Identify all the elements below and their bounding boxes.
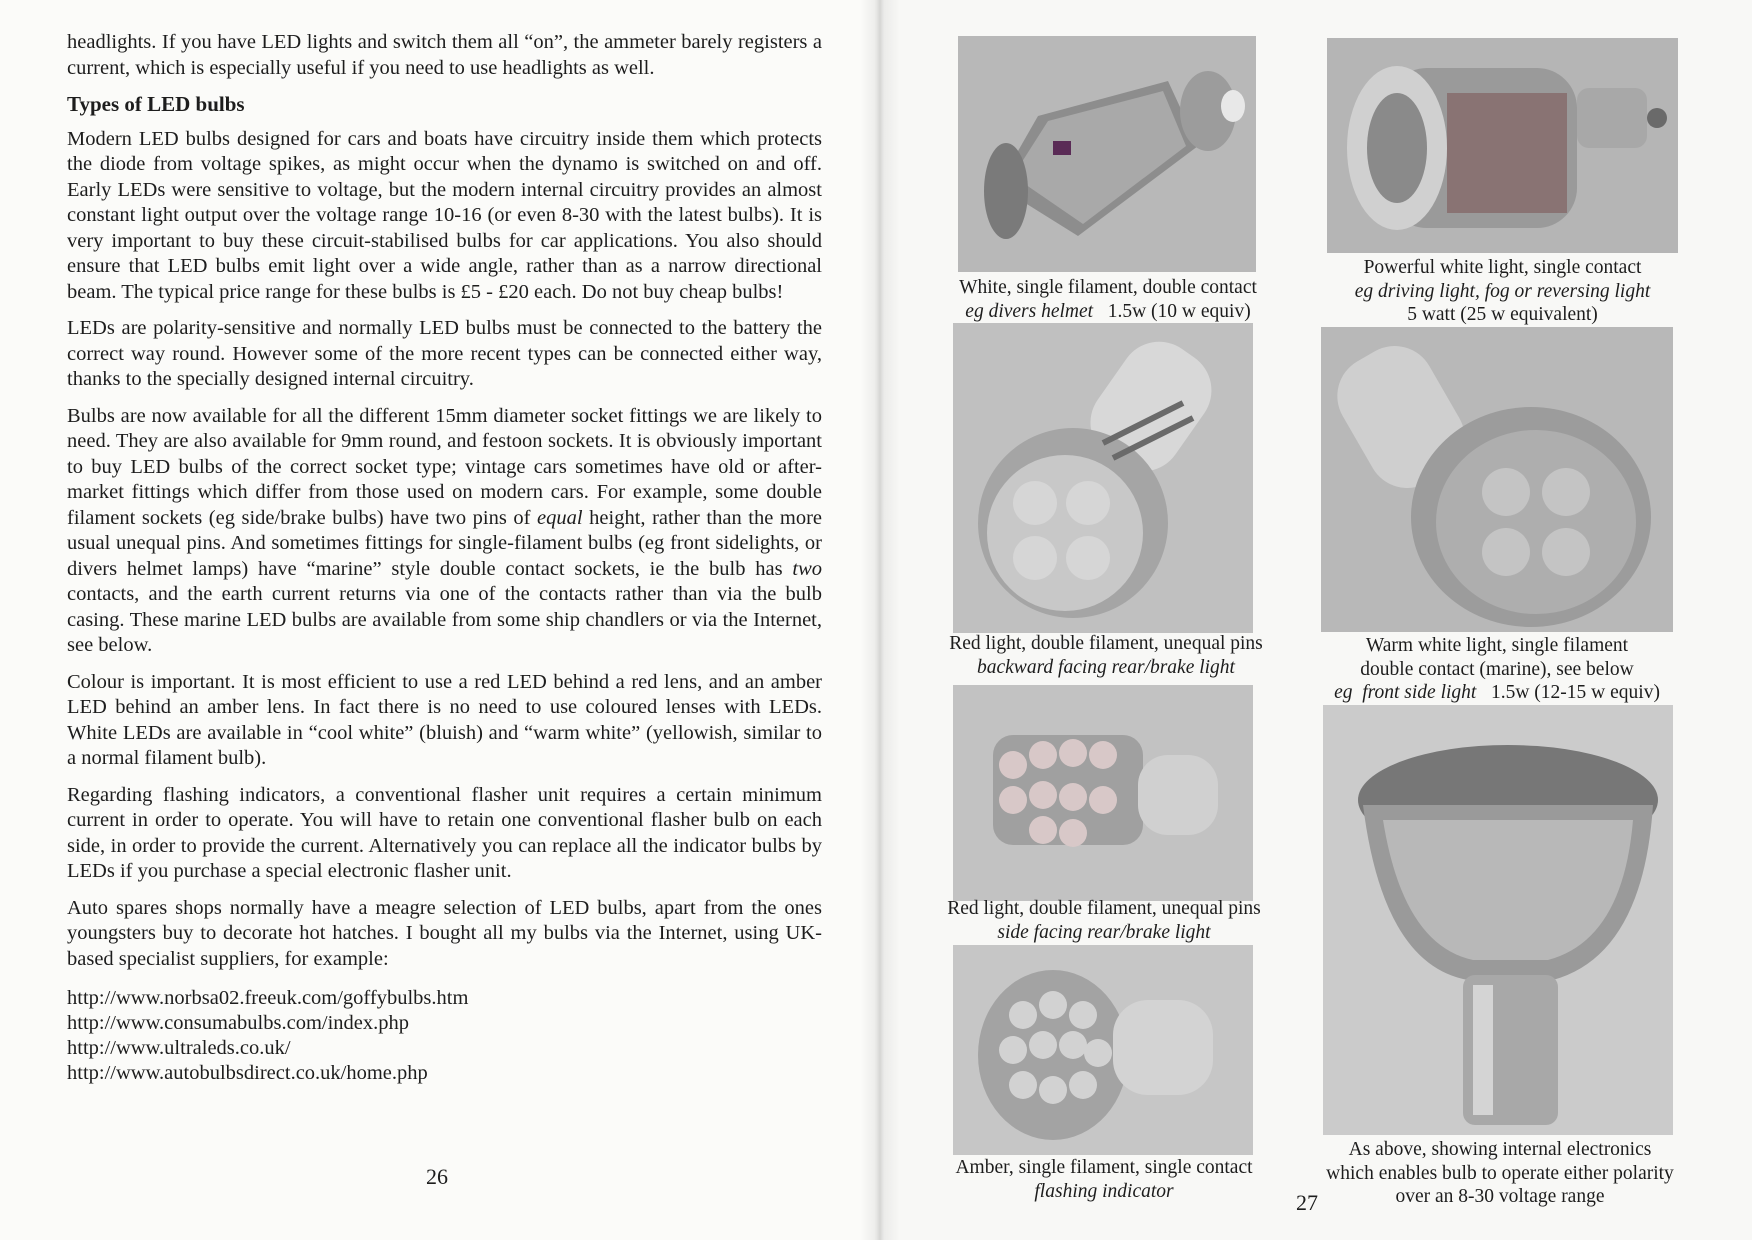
page-number-left: 26 [426,1164,448,1189]
paragraph-sockets [67,404,822,659]
caption-italic: eg divers helmet [965,300,1094,322]
photo-powerful-white-bulb [1327,38,1678,253]
caption-line: 1.5w (12-15 w equiv) [1476,682,1660,703]
page-number-right: 27 [1296,1190,1318,1215]
caption-photo-3 [945,632,1267,679]
book-gutter [860,0,900,1240]
supplier-link[interactable]: http://www.norbsa02.freeuk.com/goffybulbs.htm [67,987,469,1009]
caption-italic: backward facing rear/brake light [977,656,1235,678]
caption-italic: eg driving light, fog or reversing light [1354,280,1651,302]
sockets-text-b: height, rather than the more usual unequal pins. And sometimes fittings for single-filament bulbs (eg front sidelights, or divers helmet lamps) have “marine” style double contact sockets, ie the bulb has [67,506,822,580]
caption-line: 5 watt (25 w equivalent) [1407,304,1598,325]
caption-line: Red light, double filament, unequal pins [949,633,1263,654]
supplier-link[interactable]: http://www.autobulbsdirect.co.uk/home.php [67,1062,428,1084]
caption-line: which enables bulb to operate either polarity [1326,1162,1674,1184]
caption-photo-6 [1295,1138,1705,1209]
caption-line: 1.5w (10 w equiv) [1093,300,1251,322]
caption-line: As above, showing internal electronics [1348,1139,1652,1160]
caption-line: Powerful white light, single contact [1363,257,1642,278]
caption-photo-7 [949,1156,1259,1203]
caption-photo-1 [955,276,1261,323]
caption-line: double contact (marine), see below [1360,658,1634,680]
paragraph-flashers: Regarding flashing indicators, a conventional flasher unit requires a certain minimum current in order to operate. You will have to retain one conventional flasher bulb on each side, in order to provide the current. Alternatively you can replace all the indicator bulbs by LEDs if you purchase a special electronic flasher unit. [67,783,822,882]
photo-white-divers-helmet-bulb [958,36,1256,272]
caption-italic: flashing indicator [1034,1180,1174,1202]
caption-photo-2 [1315,256,1690,327]
caption-line: Red light, double filament, unequal pins [947,898,1261,919]
paragraph-colour: Colour is important. It is most efficient to use a red LED behind a red lens, and an amber LED behind an amber lens. In fact there is no need to use coloured lenses with LEDs. White LEDs are available in “cool white” (bluish) and “warm white” (yellowish, similar to a normal filament bulb). [67,670,822,769]
left-page [0,0,875,1240]
section-heading: Types of LED bulbs [67,92,245,116]
caption-photo-4 [1305,634,1689,705]
sockets-text-c: contacts, and the earth current returns via one of the contacts rather than via the bulb casing. These marine LED bulbs are available from some ship chandlers or via the Internet, see below. [67,583,822,656]
caption-italic: eg front side light [1334,682,1477,703]
caption-photo-5 [941,897,1267,944]
photo-red-side-facing-bulb [953,685,1253,901]
supplier-link[interactable]: http://www.consumabulbs.com/index.php [67,1012,410,1034]
sockets-emphasis-equal: equal [537,506,583,529]
photo-warm-white-marine-bulb [1321,327,1673,632]
intro-paragraph: headlights. If you have LED lights and switch them all “on”, the ammeter barely registers a current, which is especially useful if you need to use headlights as well. [67,31,822,79]
right-page [875,0,1752,1240]
paragraph-polarity: LEDs are polarity-sensitive and normally LED bulbs must be connected to the battery the correct way round. However some of the more recent types can be connected either way, thanks to the specially designed internal circuitry. [67,317,822,390]
sockets-text-a: Bulbs are now available for all the different 15mm diameter socket fittings we are likely to need. They are also available for 9mm round, and festoon sockets. It is obviously important to buy LED bulbs of the correct socket type; vintage cars sometimes have old or after-market fittings which differ from those used on modern cars. For example, some double filament sockets (eg side/brake bulbs) have two pins of [67,404,822,529]
supplier-links [67,986,822,1086]
caption-line: over an 8-30 voltage range [1395,1186,1605,1207]
paragraph-circuitry: Modern LED bulbs designed for cars and boats have circuitry inside them which protects the diode from voltage spikes, as might occur when the dynamo is switched on and off. Early LEDs were sensitive to voltage, but the modern internal circuitry provides an almost constant light output over the voltage range 10-16 (or even 8-30 with the latest bulbs). It is very important to buy these circuit-stabilised bulbs for car applications. You also should ensure that LED bulbs emit light over a wide angle, rather than as a narrow directional beam. The typical price range for these bulbs is £5 - £20 each. Do not buy cheap bulbs! [67,127,822,303]
body-text [67,30,822,1086]
sockets-emphasis-two: two [792,557,822,580]
photo-internal-electronics-bulb [1323,705,1673,1135]
caption-line: Amber, single filament, single contact [955,1157,1253,1178]
caption-italic: side facing rear/brake light [997,921,1211,943]
caption-line: White, single filament, double contact [959,277,1257,298]
paragraph-suppliers: Auto spares shops normally have a meagre selection of LED bulbs, apart from the ones youngsters buy to decorate hot hatches. I bought all my bulbs via the Internet, using UK-based specialist suppliers, for example: [67,896,822,970]
caption-line: Warm white light, single filament [1365,635,1629,656]
supplier-link[interactable]: http://www.ultraleds.co.uk/ [67,1037,291,1059]
photo-amber-indicator-bulb [953,945,1253,1155]
photo-red-rear-brake-bulb [953,323,1253,633]
